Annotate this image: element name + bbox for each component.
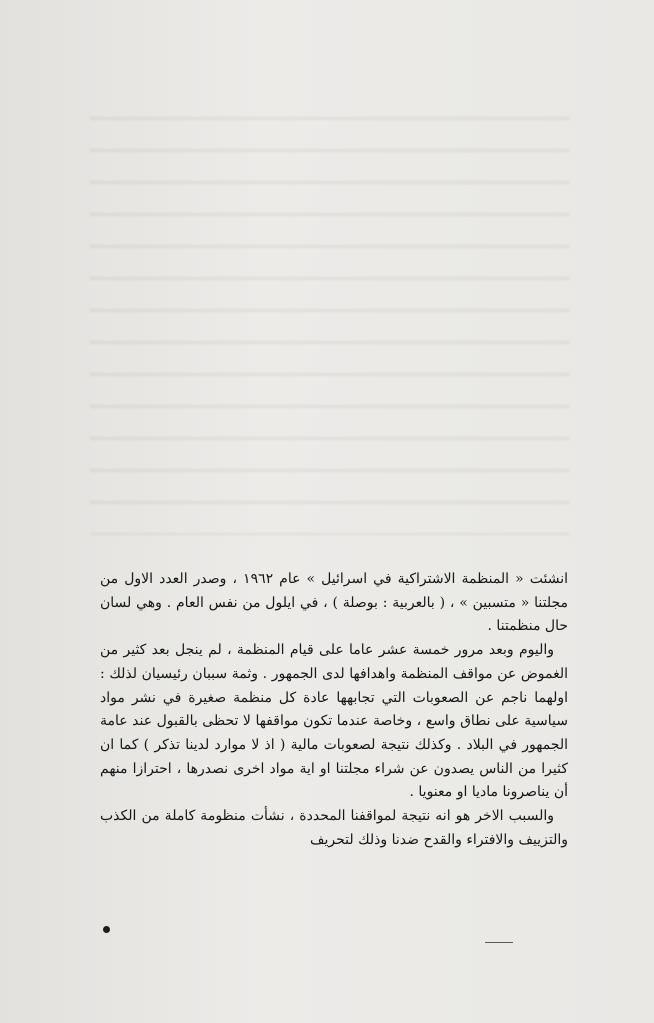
show-through-text [90,95,570,535]
paragraph-2: واليوم وبعد مرور خمسة عشر عاما على قيام المنظمة ، لم ينجل بعد كثير من الغموض عن مواقف المنظمة واهدافها لدى الجمهور . وثمة سببان رئيسيان لذلك : اولهما ناجم عن الصعوبات التي تجابهها عادة كل منظمة صغيرة في نشر مواد سياسية على نطاق واسع ، وخاصة عندما تكون مواقفها لا تحظى بالقبول عند عامة الجمهور في البلاد . وكذلك نتيجة لصعوبات مالية ( اذ لا موارد لدينا تذكر ) كما ان كثيرا من الناس يصدون عن شراء مجلتنا او اية مواد اخرى نصدرها ، احترازا منهم أن يناصرونا ماديا او معنويا . [100,642,568,801]
dash-mark [485,942,513,943]
body-text [100,568,568,852]
paragraph-3: والسبب الاخر هو انه نتيجة لمواقفنا المحددة ، نشأت منظومة كاملة من الكذب والتزييف والافتراء والقدح ضدنا وذلك لتحريف [100,808,568,848]
paragraph-1: انشئت « المنظمة الاشتراكية في اسرائيل » عام ١٩٦٢ ، وصدر العدد الاول من مجلتنا « متسبين » ، ( بالعربية : بوصلة ) ، في ايلول من نفس العام . وهي لسان حال منظمتنا . [100,571,569,635]
page-dot-mark [103,926,110,933]
